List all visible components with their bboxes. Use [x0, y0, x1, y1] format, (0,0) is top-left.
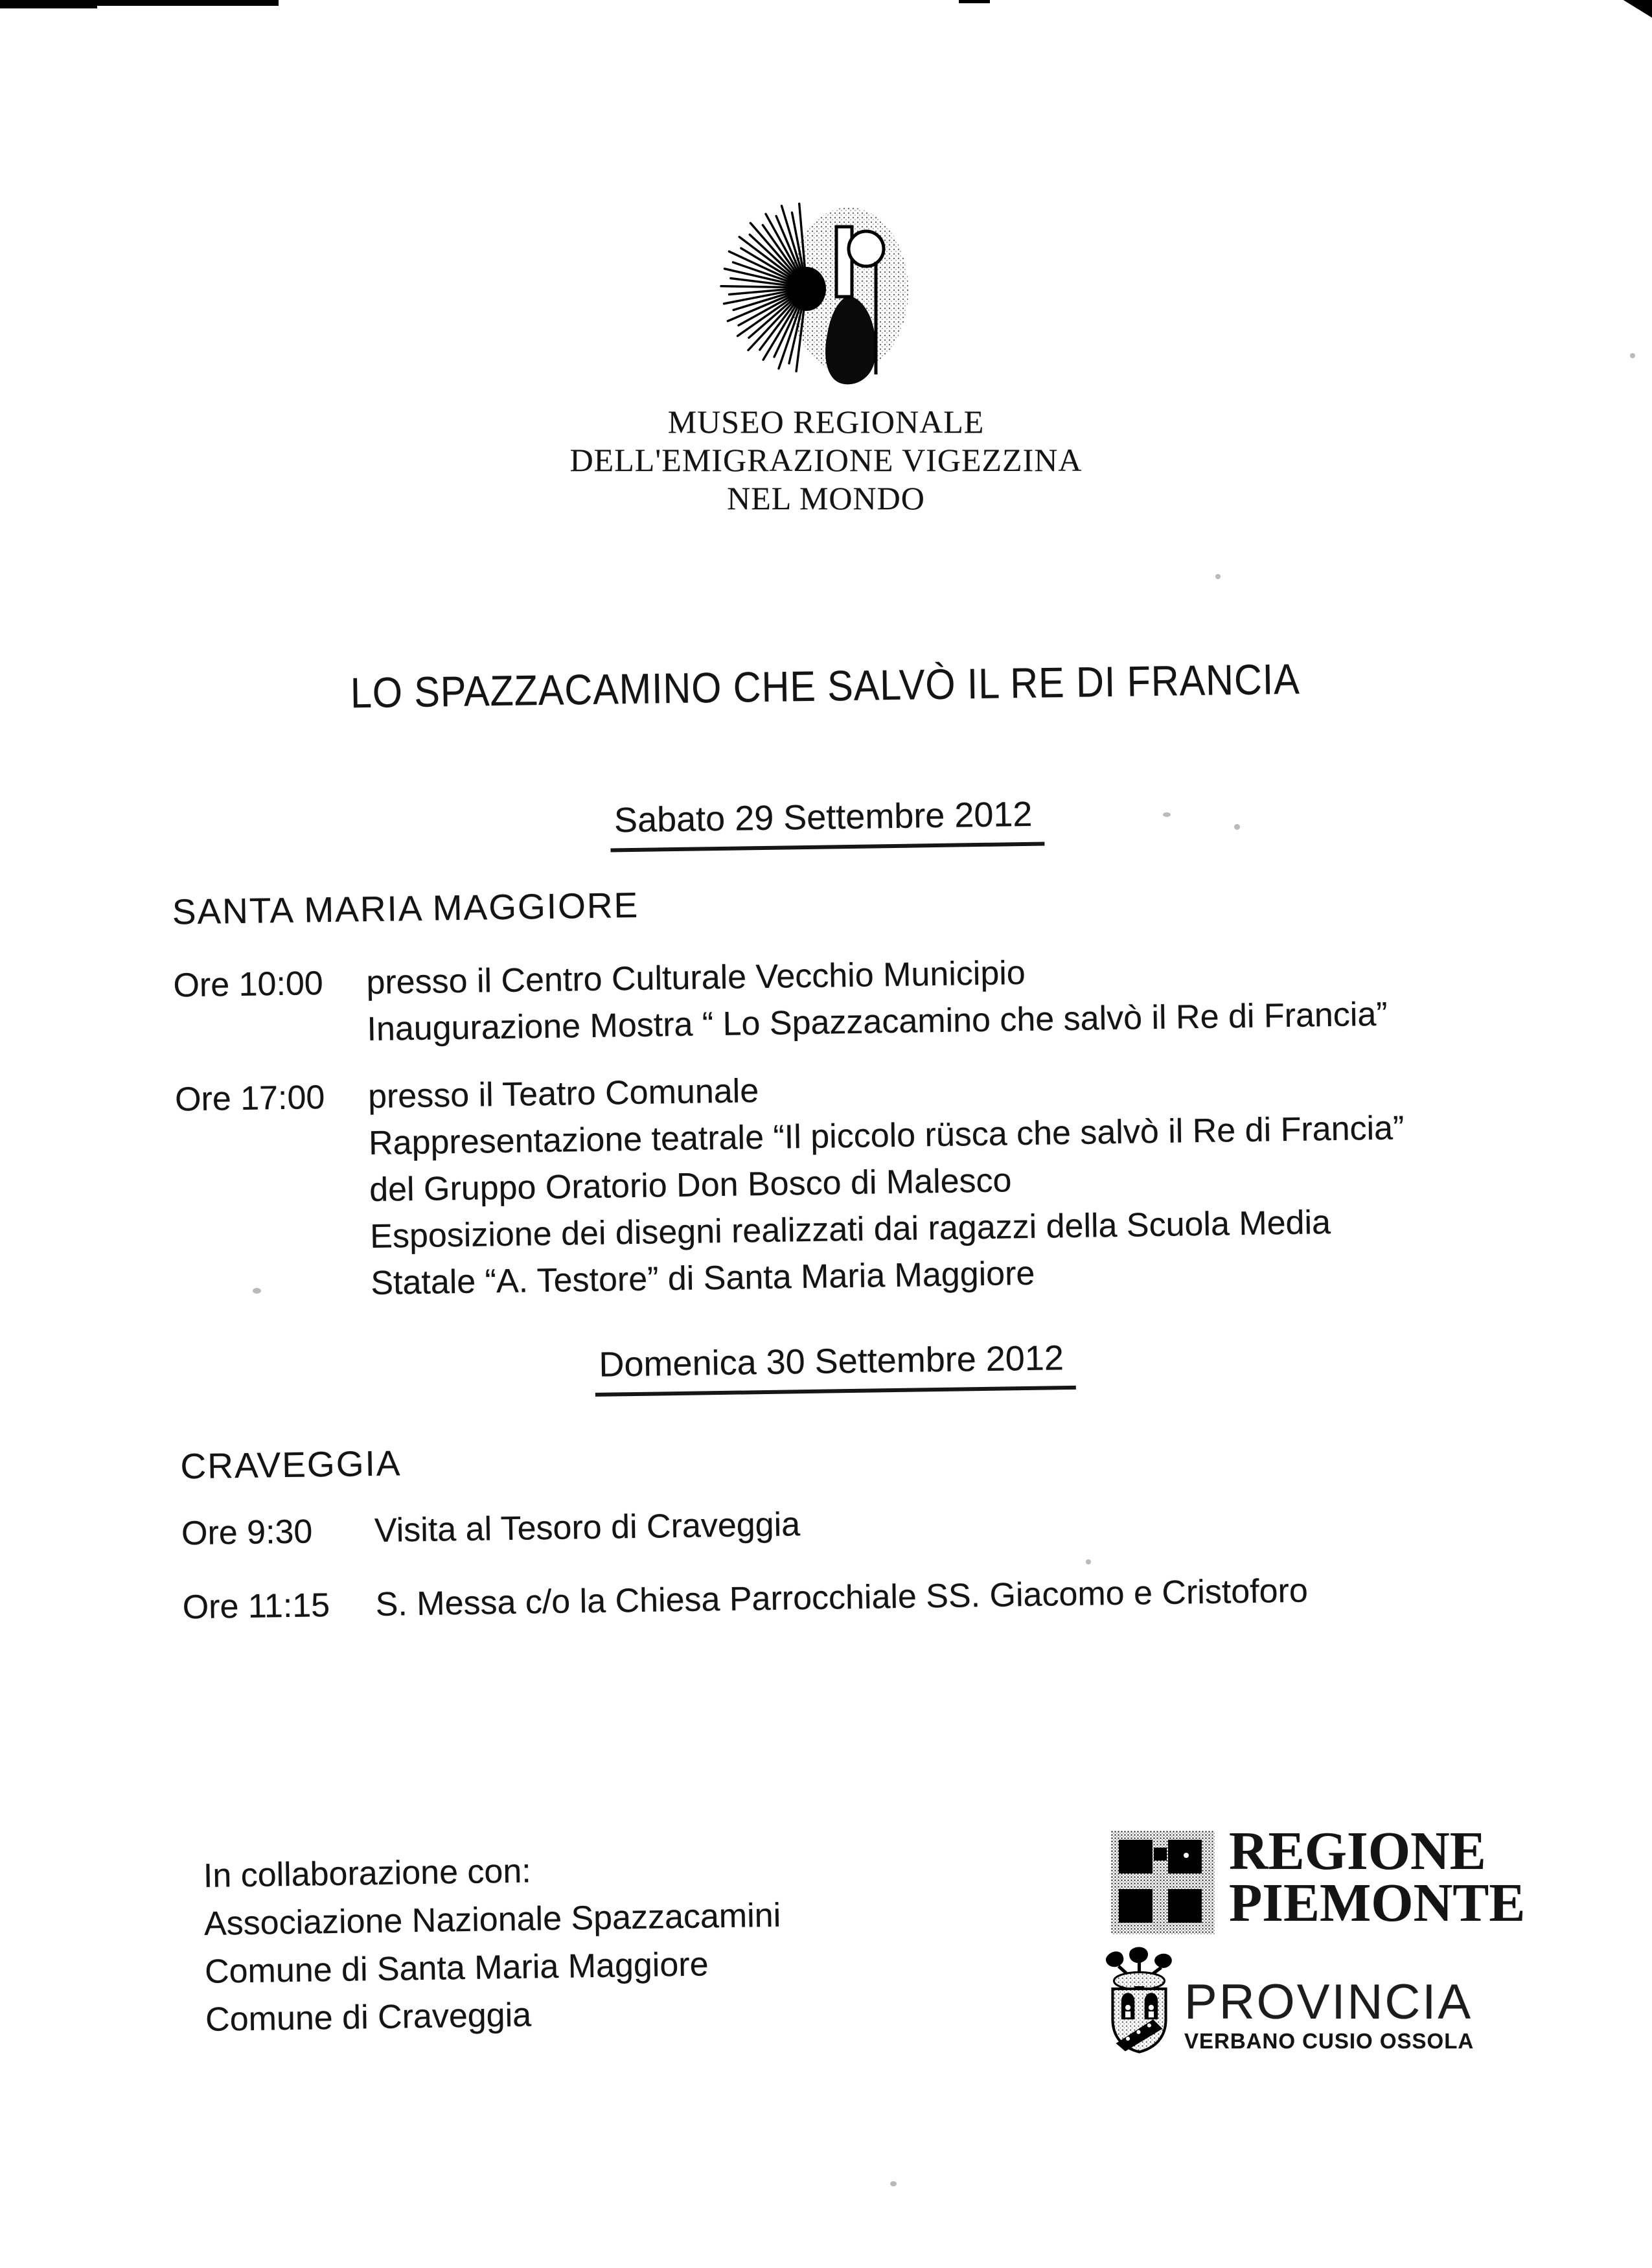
- event-row: [182, 1563, 1587, 1631]
- piemonte-checkered-cross-icon: [1111, 1831, 1215, 1934]
- day-heading-text: Domenica 30 Settembre 2012: [595, 1338, 1076, 1397]
- event-line: Statale “A. Testore” di Santa Maria Maggiore: [370, 1254, 1035, 1303]
- event-description: [374, 1489, 1586, 1554]
- event-line: presso il Centro Culturale Vecchio Municipio: [366, 954, 1026, 1002]
- provincia-subtitle: VERBANO CUSIO OSSOLA: [1184, 2029, 1474, 2053]
- collaboration-item: Comune di Craveggia: [205, 1996, 532, 2039]
- provincia-title: PROVINCIA: [1184, 1975, 1473, 2030]
- regione-piemonte-logo: [1111, 1821, 1526, 1934]
- event-line: Rappresentazione teatrale “Il piccolo rüsca che salvò il Re di Francia”: [368, 1109, 1405, 1163]
- event-description: [368, 1055, 1583, 1307]
- vco-coat-of-arms-icon: [1101, 1945, 1178, 2055]
- event-line: Visita al Tesoro di Craveggia: [374, 1506, 801, 1550]
- page-title: LO SPAZZACAMINO CHE SALVÒ IL RE DI FRANCIA: [350, 654, 1301, 717]
- day-heading-text: Sabato 29 Settembre 2012: [610, 794, 1045, 853]
- event-line: Esposizione dei disegni realizzati dai ragazzi della Scuola Media: [369, 1204, 1331, 1256]
- provincia-vco-logo: [1101, 1945, 1474, 2055]
- day-heading-saturday: [1, 785, 1652, 862]
- event-line: S. Messa c/o la Chiesa Parrocchiale SS. Giacomo e Cristoforo: [375, 1572, 1309, 1623]
- event-time: Ore 9:30: [181, 1513, 313, 1553]
- event-line: del Gruppo Oratorio Don Bosco di Malesco: [369, 1162, 1012, 1209]
- event-time: Ore 17:00: [174, 1079, 325, 1119]
- event-time: Ore 11:15: [182, 1586, 330, 1627]
- event-row: [175, 1055, 1583, 1309]
- regione-line: PIEMONTE: [1229, 1873, 1526, 1933]
- event-time: Ore 10:00: [173, 965, 324, 1005]
- location-santa-maria-maggiore: SANTA MARIA MAGGIORE: [172, 884, 639, 932]
- event-description: [366, 941, 1579, 1053]
- event-line: Inaugurazione Mostra “ Lo Spazzacamino che salvò il Re di Francia”: [367, 995, 1388, 1049]
- museum-name-line: DELL'EMIGRAZIONE VIGEZZINA: [569, 442, 1083, 478]
- provincia-wordmark: [1184, 1975, 1474, 2055]
- event-row: [181, 1489, 1587, 1557]
- collaboration-block: [203, 1844, 783, 2044]
- regione-piemonte-wordmark: [1229, 1821, 1526, 1933]
- collaboration-intro: In collaborazione con:: [203, 1852, 532, 1895]
- museum-name-line: MUSEO REGIONALE: [667, 404, 985, 440]
- event-line: presso il Teatro Comunale: [367, 1072, 759, 1116]
- collaboration-item: Comune di Santa Maria Maggiore: [204, 1945, 709, 1991]
- day-heading-sunday: [9, 1329, 1652, 1405]
- location-craveggia: CRAVEGGIA: [180, 1443, 402, 1487]
- regione-line: REGIONE: [1229, 1821, 1486, 1881]
- event-row: [173, 941, 1579, 1055]
- event-description: [375, 1563, 1587, 1628]
- museum-name-line: NEL MONDO: [727, 480, 925, 516]
- collaboration-item: Associazione Nazionale Spazzacamini: [203, 1896, 781, 1943]
